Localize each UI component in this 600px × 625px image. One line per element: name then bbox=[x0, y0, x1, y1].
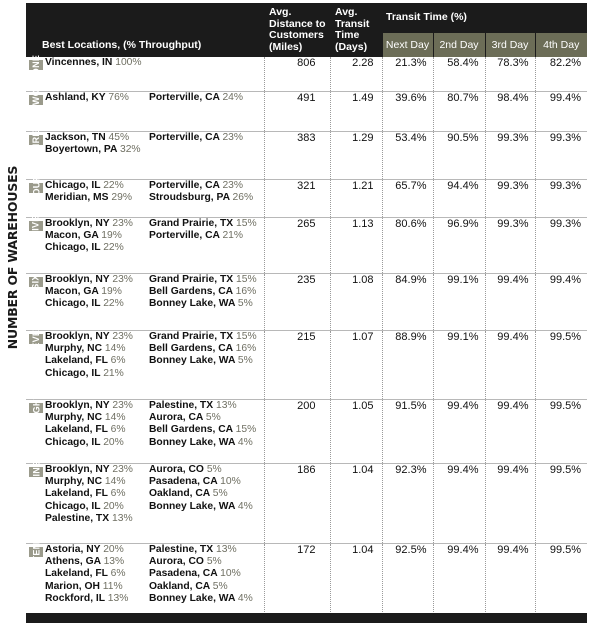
location-item bbox=[149, 488, 269, 500]
3rd-day-cell: 99.4% bbox=[485, 543, 535, 620]
next-day-cell: 80.6% bbox=[382, 217, 433, 273]
distance-cell: 321 bbox=[264, 179, 330, 217]
location-throughput: 23% bbox=[112, 217, 133, 229]
row-label-text: NINE bbox=[31, 460, 42, 483]
locations-cell bbox=[45, 91, 264, 131]
location-throughput: 22% bbox=[103, 298, 124, 310]
next-day-cell: 88.9% bbox=[382, 330, 433, 399]
location-item bbox=[45, 593, 149, 605]
next-day-cell: 92.3% bbox=[382, 463, 433, 543]
locations-list bbox=[45, 400, 264, 450]
location-item bbox=[149, 437, 269, 449]
location-city: Brooklyn, NY bbox=[45, 217, 110, 229]
next-day-cell: 84.9% bbox=[382, 273, 433, 330]
location-throughput: 16% bbox=[235, 285, 257, 297]
location-city: Brooklyn, NY bbox=[45, 463, 110, 475]
location-item bbox=[149, 274, 269, 286]
location-city: Bonney Lake, WA bbox=[149, 500, 236, 512]
distance-cell: 200 bbox=[264, 399, 330, 463]
location-city: Chicago, IL bbox=[45, 436, 101, 448]
location-city: Grand Prairie, TX bbox=[149, 330, 234, 342]
location-throughput: 19% bbox=[101, 285, 122, 297]
locations-list bbox=[45, 544, 264, 606]
locations-list bbox=[45, 218, 264, 255]
location-city: Lakeland, FL bbox=[45, 424, 108, 436]
row-label-cell bbox=[26, 322, 45, 399]
transit-cell: 1.49 bbox=[330, 91, 382, 131]
location-throughput: 21% bbox=[222, 229, 244, 241]
location-city: Astoria, NY bbox=[45, 543, 101, 555]
locations-list bbox=[45, 331, 264, 381]
location-item bbox=[149, 230, 269, 242]
location-item bbox=[45, 343, 149, 355]
row-label bbox=[29, 123, 43, 156]
location-item bbox=[149, 581, 269, 593]
location-item bbox=[149, 544, 269, 556]
3rd-day-cell: 98.4% bbox=[485, 91, 535, 131]
location-throughput: 5% bbox=[212, 488, 228, 500]
header-transit-time: Transit Time (%) bbox=[382, 3, 587, 33]
distance-cell: 383 bbox=[264, 131, 330, 179]
location-throughput: 76% bbox=[108, 91, 129, 103]
location-item bbox=[149, 132, 269, 144]
location-city: Chicago, IL bbox=[45, 179, 101, 191]
location-city: Murphy, NC bbox=[45, 342, 103, 354]
location-throughput: 22% bbox=[103, 242, 124, 254]
location-throughput: 11% bbox=[102, 580, 123, 592]
location-city: Brooklyn, NY bbox=[45, 399, 110, 411]
row-label-text: THREE bbox=[31, 123, 42, 156]
location-item bbox=[45, 568, 149, 580]
location-throughput: 6% bbox=[110, 355, 126, 367]
location-city: Porterville, CA bbox=[149, 91, 220, 103]
location-throughput: 20% bbox=[103, 436, 124, 448]
locations-list bbox=[45, 57, 264, 69]
location-throughput: 13% bbox=[103, 555, 125, 567]
table-row bbox=[26, 463, 587, 543]
location-city: Oakland, CA bbox=[149, 488, 210, 500]
location-throughput: 24% bbox=[222, 91, 244, 103]
location-throughput: 15% bbox=[236, 330, 257, 342]
4th-day-cell: 99.5% bbox=[535, 543, 587, 620]
location-throughput: 19% bbox=[101, 229, 122, 241]
distance-cell: 265 bbox=[264, 217, 330, 273]
location-throughput: 13% bbox=[215, 543, 237, 555]
location-throughput: 14% bbox=[104, 475, 126, 487]
location-throughput: 4% bbox=[237, 500, 253, 512]
location-item bbox=[45, 230, 149, 242]
location-throughput: 100% bbox=[115, 57, 142, 68]
location-city: Marion, OH bbox=[45, 580, 100, 592]
location-throughput: 6% bbox=[110, 488, 126, 500]
location-item bbox=[45, 488, 149, 500]
location-item bbox=[149, 92, 269, 104]
transit-cell: 1.21 bbox=[330, 179, 382, 217]
table-row bbox=[26, 57, 587, 91]
2nd-day-cell: 99.4% bbox=[433, 399, 485, 463]
locations-cell bbox=[45, 330, 264, 399]
row-label bbox=[29, 322, 43, 355]
3rd-day-cell: 99.4% bbox=[485, 273, 535, 330]
row-label-text: TEN bbox=[31, 542, 41, 561]
location-city: Brooklyn, NY bbox=[45, 330, 110, 342]
location-city: Rockford, IL bbox=[45, 593, 105, 605]
location-city: Palestine, TX bbox=[45, 513, 110, 525]
table-row bbox=[26, 217, 587, 273]
location-throughput: 5% bbox=[212, 580, 228, 592]
header-2nd-day: 2nd Day bbox=[433, 33, 485, 57]
location-city: Bonney Lake, WA bbox=[149, 436, 236, 448]
next-day-cell: 65.7% bbox=[382, 179, 433, 217]
location-city: Porterville, CA bbox=[149, 179, 220, 191]
4th-day-cell: 99.3% bbox=[535, 131, 587, 179]
location-city: Macon, GA bbox=[45, 285, 99, 297]
2nd-day-cell: 99.4% bbox=[433, 463, 485, 543]
header-best-locations: Best Locations, (% Throughput) bbox=[26, 3, 264, 57]
location-city: Lakeland, FL bbox=[45, 568, 108, 580]
side-title-text: NUMBER OF WAREHOUSES bbox=[5, 165, 21, 350]
location-item bbox=[149, 331, 269, 343]
bottom-bar bbox=[26, 613, 587, 623]
location-item bbox=[45, 464, 149, 476]
location-city: Oakland, CA bbox=[149, 580, 210, 592]
3rd-day-cell: 99.3% bbox=[485, 217, 535, 273]
2nd-day-cell: 58.4% bbox=[433, 57, 485, 91]
row-label-cell bbox=[26, 543, 45, 620]
transit-cell: 1.04 bbox=[330, 543, 382, 620]
distance-cell: 491 bbox=[264, 91, 330, 131]
2nd-day-cell: 99.1% bbox=[433, 273, 485, 330]
location-city: Pasadena, CA bbox=[149, 475, 218, 487]
4th-day-cell: 99.4% bbox=[535, 91, 587, 131]
location-city: Chicago, IL bbox=[45, 242, 101, 254]
2nd-day-cell: 99.1% bbox=[433, 330, 485, 399]
table-row bbox=[26, 399, 587, 463]
location-city: Grand Prairie, TX bbox=[149, 217, 234, 229]
location-throughput: 6% bbox=[110, 568, 126, 580]
header-row-top bbox=[26, 3, 587, 33]
row-label bbox=[29, 214, 43, 237]
location-throughput: 20% bbox=[103, 543, 124, 555]
4th-day-cell: 99.4% bbox=[535, 273, 587, 330]
location-item bbox=[149, 286, 269, 298]
location-item bbox=[149, 400, 269, 412]
location-throughput: 23% bbox=[112, 330, 133, 342]
row-label bbox=[29, 273, 43, 290]
location-city: Chicago, IL bbox=[45, 500, 101, 512]
distance-cell: 235 bbox=[264, 273, 330, 330]
location-throughput: 32% bbox=[119, 143, 141, 155]
2nd-day-cell: 99.4% bbox=[433, 543, 485, 620]
location-city: Palestine, TX bbox=[149, 399, 214, 411]
location-throughput: 15% bbox=[236, 217, 257, 229]
location-throughput: 5% bbox=[237, 298, 253, 310]
location-item bbox=[45, 192, 149, 204]
4th-day-cell: 99.5% bbox=[535, 399, 587, 463]
locations-cell bbox=[45, 399, 264, 463]
location-item bbox=[45, 581, 149, 593]
next-day-cell: 92.5% bbox=[382, 543, 433, 620]
3rd-day-cell: 99.3% bbox=[485, 179, 535, 217]
location-item bbox=[45, 92, 149, 104]
transit-cell: 1.29 bbox=[330, 131, 382, 179]
location-throughput: 23% bbox=[112, 399, 133, 411]
locations-cell bbox=[45, 543, 264, 620]
locations-list bbox=[45, 132, 264, 157]
location-throughput: 4% bbox=[237, 593, 253, 605]
location-item bbox=[45, 132, 149, 144]
location-item bbox=[45, 412, 149, 424]
locations-cell bbox=[45, 217, 264, 273]
next-day-cell: 39.6% bbox=[382, 91, 433, 131]
locations-list bbox=[45, 464, 264, 526]
location-item bbox=[45, 476, 149, 488]
header-4th-day: 4th Day bbox=[535, 33, 587, 57]
locations-list bbox=[45, 180, 264, 205]
row-label bbox=[29, 54, 43, 76]
2nd-day-cell: 94.4% bbox=[433, 179, 485, 217]
locations-cell bbox=[45, 273, 264, 330]
row-label-cell bbox=[26, 214, 45, 273]
locations-list bbox=[45, 274, 264, 311]
4th-day-cell: 99.3% bbox=[535, 179, 587, 217]
location-city: Grand Prairie, TX bbox=[149, 273, 234, 285]
location-throughput: 5% bbox=[206, 555, 222, 567]
location-city: Meridian, MS bbox=[45, 191, 109, 203]
location-city: Murphy, NC bbox=[45, 475, 103, 487]
location-city: Aurora, CO bbox=[149, 463, 204, 475]
distance-cell: 215 bbox=[264, 330, 330, 399]
location-city: Jackson, TN bbox=[45, 131, 106, 143]
table-row bbox=[26, 131, 587, 179]
location-city: Lakeland, FL bbox=[45, 488, 108, 500]
location-throughput: 15% bbox=[235, 424, 257, 436]
row-label bbox=[29, 460, 43, 483]
location-throughput: 23% bbox=[222, 179, 244, 191]
header-avg-distance: Avg. Distance to Customers (Miles) bbox=[264, 3, 330, 57]
location-throughput: 5% bbox=[237, 355, 253, 367]
location-throughput: 14% bbox=[104, 342, 126, 354]
4th-day-cell: 99.5% bbox=[535, 463, 587, 543]
next-day-cell: 21.3% bbox=[382, 57, 433, 91]
table-body bbox=[26, 54, 587, 620]
location-city: Porterville, CA bbox=[149, 229, 220, 241]
location-throughput: 10% bbox=[220, 568, 241, 580]
location-throughput: 5% bbox=[205, 411, 221, 423]
distance-cell: 172 bbox=[264, 543, 330, 620]
2nd-day-cell: 96.9% bbox=[433, 217, 485, 273]
3rd-day-cell: 99.3% bbox=[485, 131, 535, 179]
location-throughput: 45% bbox=[108, 131, 130, 143]
next-day-cell: 91.5% bbox=[382, 399, 433, 463]
location-item bbox=[45, 242, 149, 254]
location-city: Vincennes, IN bbox=[45, 57, 113, 68]
row-label-text: TWO bbox=[31, 88, 41, 111]
location-city: Chicago, IL bbox=[45, 298, 101, 310]
3rd-day-cell: 99.4% bbox=[485, 330, 535, 399]
transit-cell: 1.05 bbox=[330, 399, 382, 463]
location-item bbox=[45, 218, 149, 230]
warehouse-table bbox=[26, 3, 587, 621]
location-item bbox=[45, 180, 149, 192]
location-throughput: 5% bbox=[206, 463, 222, 475]
location-throughput: 13% bbox=[111, 513, 133, 525]
location-throughput: 14% bbox=[104, 411, 126, 423]
3rd-day-cell: 99.4% bbox=[485, 399, 535, 463]
location-city: Bell Gardens, CA bbox=[149, 285, 233, 297]
location-throughput: 15% bbox=[236, 273, 257, 285]
4th-day-cell: 82.2% bbox=[535, 57, 587, 91]
location-item bbox=[45, 331, 149, 343]
row-label-cell bbox=[26, 54, 45, 91]
location-item bbox=[149, 180, 269, 192]
location-item bbox=[45, 513, 149, 525]
row-label-text: FOUR bbox=[31, 174, 42, 201]
row-label bbox=[29, 88, 43, 111]
distance-cell: 806 bbox=[264, 57, 330, 91]
3rd-day-cell: 78.3% bbox=[485, 57, 535, 91]
row-label-text: FIVE bbox=[31, 214, 41, 237]
location-item bbox=[149, 593, 269, 605]
table-row bbox=[26, 91, 587, 131]
locations-cell bbox=[45, 131, 264, 179]
location-item bbox=[45, 437, 149, 449]
location-city: Palestine, TX bbox=[149, 543, 214, 555]
location-city: Bell Gardens, CA bbox=[149, 342, 233, 354]
location-throughput: 22% bbox=[103, 179, 124, 191]
transit-cell: 1.13 bbox=[330, 217, 382, 273]
distance-cell: 186 bbox=[264, 463, 330, 543]
row-label-cell bbox=[26, 273, 45, 330]
location-city: Brooklyn, NY bbox=[45, 273, 110, 285]
location-city: Bell Gardens, CA bbox=[149, 424, 233, 436]
location-city: Aurora, CO bbox=[149, 555, 204, 567]
location-item bbox=[45, 501, 149, 513]
header-avg-transit: Avg. Transit Time (Days) bbox=[330, 3, 382, 57]
location-city: Stroudsburg, PA bbox=[149, 191, 230, 203]
transit-cell: 2.28 bbox=[330, 57, 382, 91]
row-label bbox=[29, 392, 43, 423]
location-item bbox=[45, 355, 149, 367]
location-city: Bonney Lake, WA bbox=[149, 298, 236, 310]
location-city: Aurora, CA bbox=[149, 411, 203, 423]
location-item bbox=[45, 57, 149, 69]
4th-day-cell: 99.3% bbox=[535, 217, 587, 273]
row-label-text: SEVEN bbox=[31, 322, 42, 355]
transit-cell: 1.08 bbox=[330, 273, 382, 330]
location-item bbox=[45, 286, 149, 298]
header-next-day: Next Day bbox=[382, 33, 433, 57]
location-city: Murphy, NC bbox=[45, 411, 103, 423]
location-city: Bonney Lake, WA bbox=[149, 593, 236, 605]
location-item bbox=[149, 298, 269, 310]
4th-day-cell: 99.5% bbox=[535, 330, 587, 399]
2nd-day-cell: 80.7% bbox=[433, 91, 485, 131]
location-item bbox=[149, 343, 269, 355]
location-item bbox=[45, 274, 149, 286]
location-item bbox=[149, 192, 269, 204]
location-item bbox=[45, 424, 149, 436]
location-city: Pasadena, CA bbox=[149, 568, 218, 580]
location-item bbox=[149, 476, 269, 488]
location-throughput: 23% bbox=[112, 463, 133, 475]
location-throughput: 10% bbox=[220, 475, 241, 487]
row-label bbox=[29, 542, 43, 561]
row-label-cell bbox=[26, 123, 45, 179]
transit-cell: 1.07 bbox=[330, 330, 382, 399]
location-throughput: 13% bbox=[107, 593, 129, 605]
location-item bbox=[149, 568, 269, 580]
2nd-day-cell: 90.5% bbox=[433, 131, 485, 179]
location-item bbox=[149, 501, 269, 513]
3rd-day-cell: 99.4% bbox=[485, 463, 535, 543]
side-title bbox=[2, 0, 24, 625]
location-city: Macon, GA bbox=[45, 229, 99, 241]
location-city: Bonney Lake, WA bbox=[149, 355, 236, 367]
next-day-cell: 53.4% bbox=[382, 131, 433, 179]
row-label bbox=[29, 174, 43, 201]
row-label-cell bbox=[26, 460, 45, 543]
header-3rd-day: 3rd Day bbox=[485, 33, 535, 57]
location-throughput: 23% bbox=[112, 273, 133, 285]
row-label-text: ONE bbox=[31, 54, 41, 76]
row-label-cell bbox=[26, 174, 45, 217]
location-item bbox=[45, 400, 149, 412]
locations-cell bbox=[45, 179, 264, 217]
row-label-cell bbox=[26, 392, 45, 463]
table-row bbox=[26, 330, 587, 399]
location-item bbox=[149, 218, 269, 230]
locations-cell bbox=[45, 463, 264, 543]
location-item bbox=[45, 298, 149, 310]
location-item bbox=[45, 368, 149, 380]
location-throughput: 20% bbox=[103, 500, 124, 512]
location-city: Chicago, IL bbox=[45, 367, 101, 379]
table-row bbox=[26, 179, 587, 217]
location-item bbox=[45, 544, 149, 556]
location-city: Ashland, KY bbox=[45, 91, 106, 103]
location-city: Athens, GA bbox=[45, 555, 101, 567]
location-city: Porterville, CA bbox=[149, 131, 220, 143]
locations-list bbox=[45, 92, 264, 104]
table-row bbox=[26, 543, 587, 620]
location-throughput: 26% bbox=[232, 191, 254, 203]
location-throughput: 21% bbox=[103, 367, 124, 379]
location-item bbox=[149, 464, 269, 476]
location-city: Boyertown, PA bbox=[45, 143, 118, 155]
location-item bbox=[149, 424, 269, 436]
location-throughput: 4% bbox=[237, 436, 253, 448]
row-label-text: EIGHT bbox=[31, 392, 42, 423]
location-throughput: 29% bbox=[111, 191, 132, 203]
locations-cell bbox=[45, 57, 264, 91]
location-item bbox=[149, 412, 269, 424]
location-throughput: 16% bbox=[235, 342, 257, 354]
location-throughput: 13% bbox=[215, 399, 237, 411]
location-throughput: 23% bbox=[222, 131, 244, 143]
location-throughput: 6% bbox=[110, 424, 126, 436]
table-row bbox=[26, 273, 587, 330]
location-item bbox=[149, 556, 269, 568]
location-item bbox=[45, 556, 149, 568]
location-item bbox=[149, 355, 269, 367]
location-city: Lakeland, FL bbox=[45, 355, 108, 367]
location-item bbox=[45, 144, 149, 156]
transit-cell: 1.04 bbox=[330, 463, 382, 543]
row-label-text: SIX bbox=[31, 273, 42, 290]
